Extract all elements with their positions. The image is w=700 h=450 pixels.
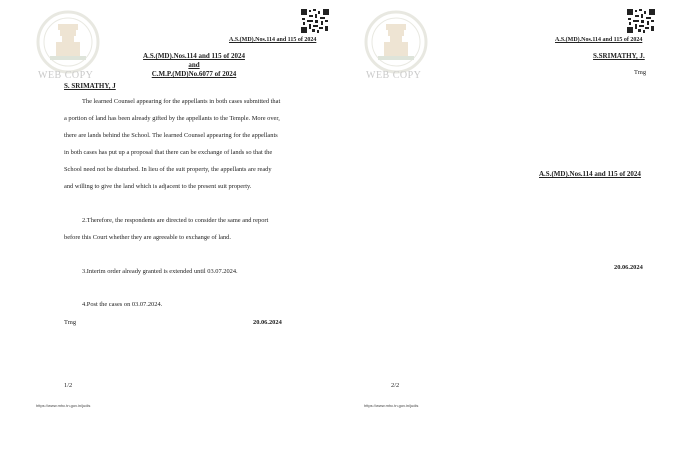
paragraph-1 <box>64 93 320 195</box>
order-date: 20.06.2024 <box>253 319 282 326</box>
qr-code-icon <box>626 8 656 34</box>
initials: Tmg <box>634 69 647 76</box>
text-line: 2.Therefore, the respondents are directed to consider the same and report <box>82 217 269 224</box>
case-line: C.M.P.(MD)No.6077 of 2024 <box>151 70 237 78</box>
text-line: there are lands behind the School. The learned Counsel appearing for the appellants <box>64 132 278 139</box>
page-number: 2/2 <box>391 382 400 389</box>
paragraph-4: 4.Post the cases on 03.07.2024. <box>82 301 163 308</box>
text-line: School need not be disturbed. In lieu of the suit property, the appellants are ready <box>64 166 272 173</box>
watermark-text: WEB COPY <box>366 70 422 81</box>
case-title-block <box>128 52 260 79</box>
page-number: 1/2 <box>64 382 73 389</box>
text-line: a portion of land has been already gifted by the appellants to the Temple. More over, <box>64 115 280 122</box>
case-line: and <box>188 61 200 69</box>
header-case-number: A.S.(MD).Nos.114 and 115 of 2024 <box>555 37 643 43</box>
judge-name: S.SRIMATHY, J. <box>593 52 645 60</box>
emblem-icon <box>36 10 100 74</box>
emblem-icon <box>364 10 428 74</box>
text-line: The learned Counsel appearing for the appellants in both cases submitted that <box>82 98 281 105</box>
footer-url: https://www.mhc.tn.gov.in/judis <box>364 403 419 408</box>
watermark-text: WEB COPY <box>38 70 94 81</box>
text-line: before this Court whether they are agreeable to exchange of land. <box>64 234 231 241</box>
judge-name: S. SRIMATHY, J <box>64 82 116 90</box>
qr-code-icon <box>300 8 330 34</box>
document-page-2 <box>352 0 682 450</box>
header-case-number: A.S.(MD).Nos.114 and 115 of 2024 <box>229 37 317 43</box>
case-line: A.S.(MD).Nos.114 and 115 of 2024 <box>143 52 245 60</box>
paragraph-2 <box>64 212 340 246</box>
document-page-1 <box>8 0 338 450</box>
text-line: in both cases has put up a proposal that there can be exchange of lands so that the <box>64 149 273 156</box>
footer-url: https://www.mhc.tn.gov.in/judis <box>36 403 91 408</box>
case-number: A.S.(MD).Nos.114 and 115 of 2024 <box>539 170 641 178</box>
initials: Tmg <box>64 319 77 326</box>
order-date: 20.06.2024 <box>614 264 643 271</box>
text-line: and willing to give the land which is adjacent to the present suit property. <box>64 183 252 190</box>
paragraph-3: 3.Interim order already granted is extended until 03.07.2024. <box>82 268 238 275</box>
